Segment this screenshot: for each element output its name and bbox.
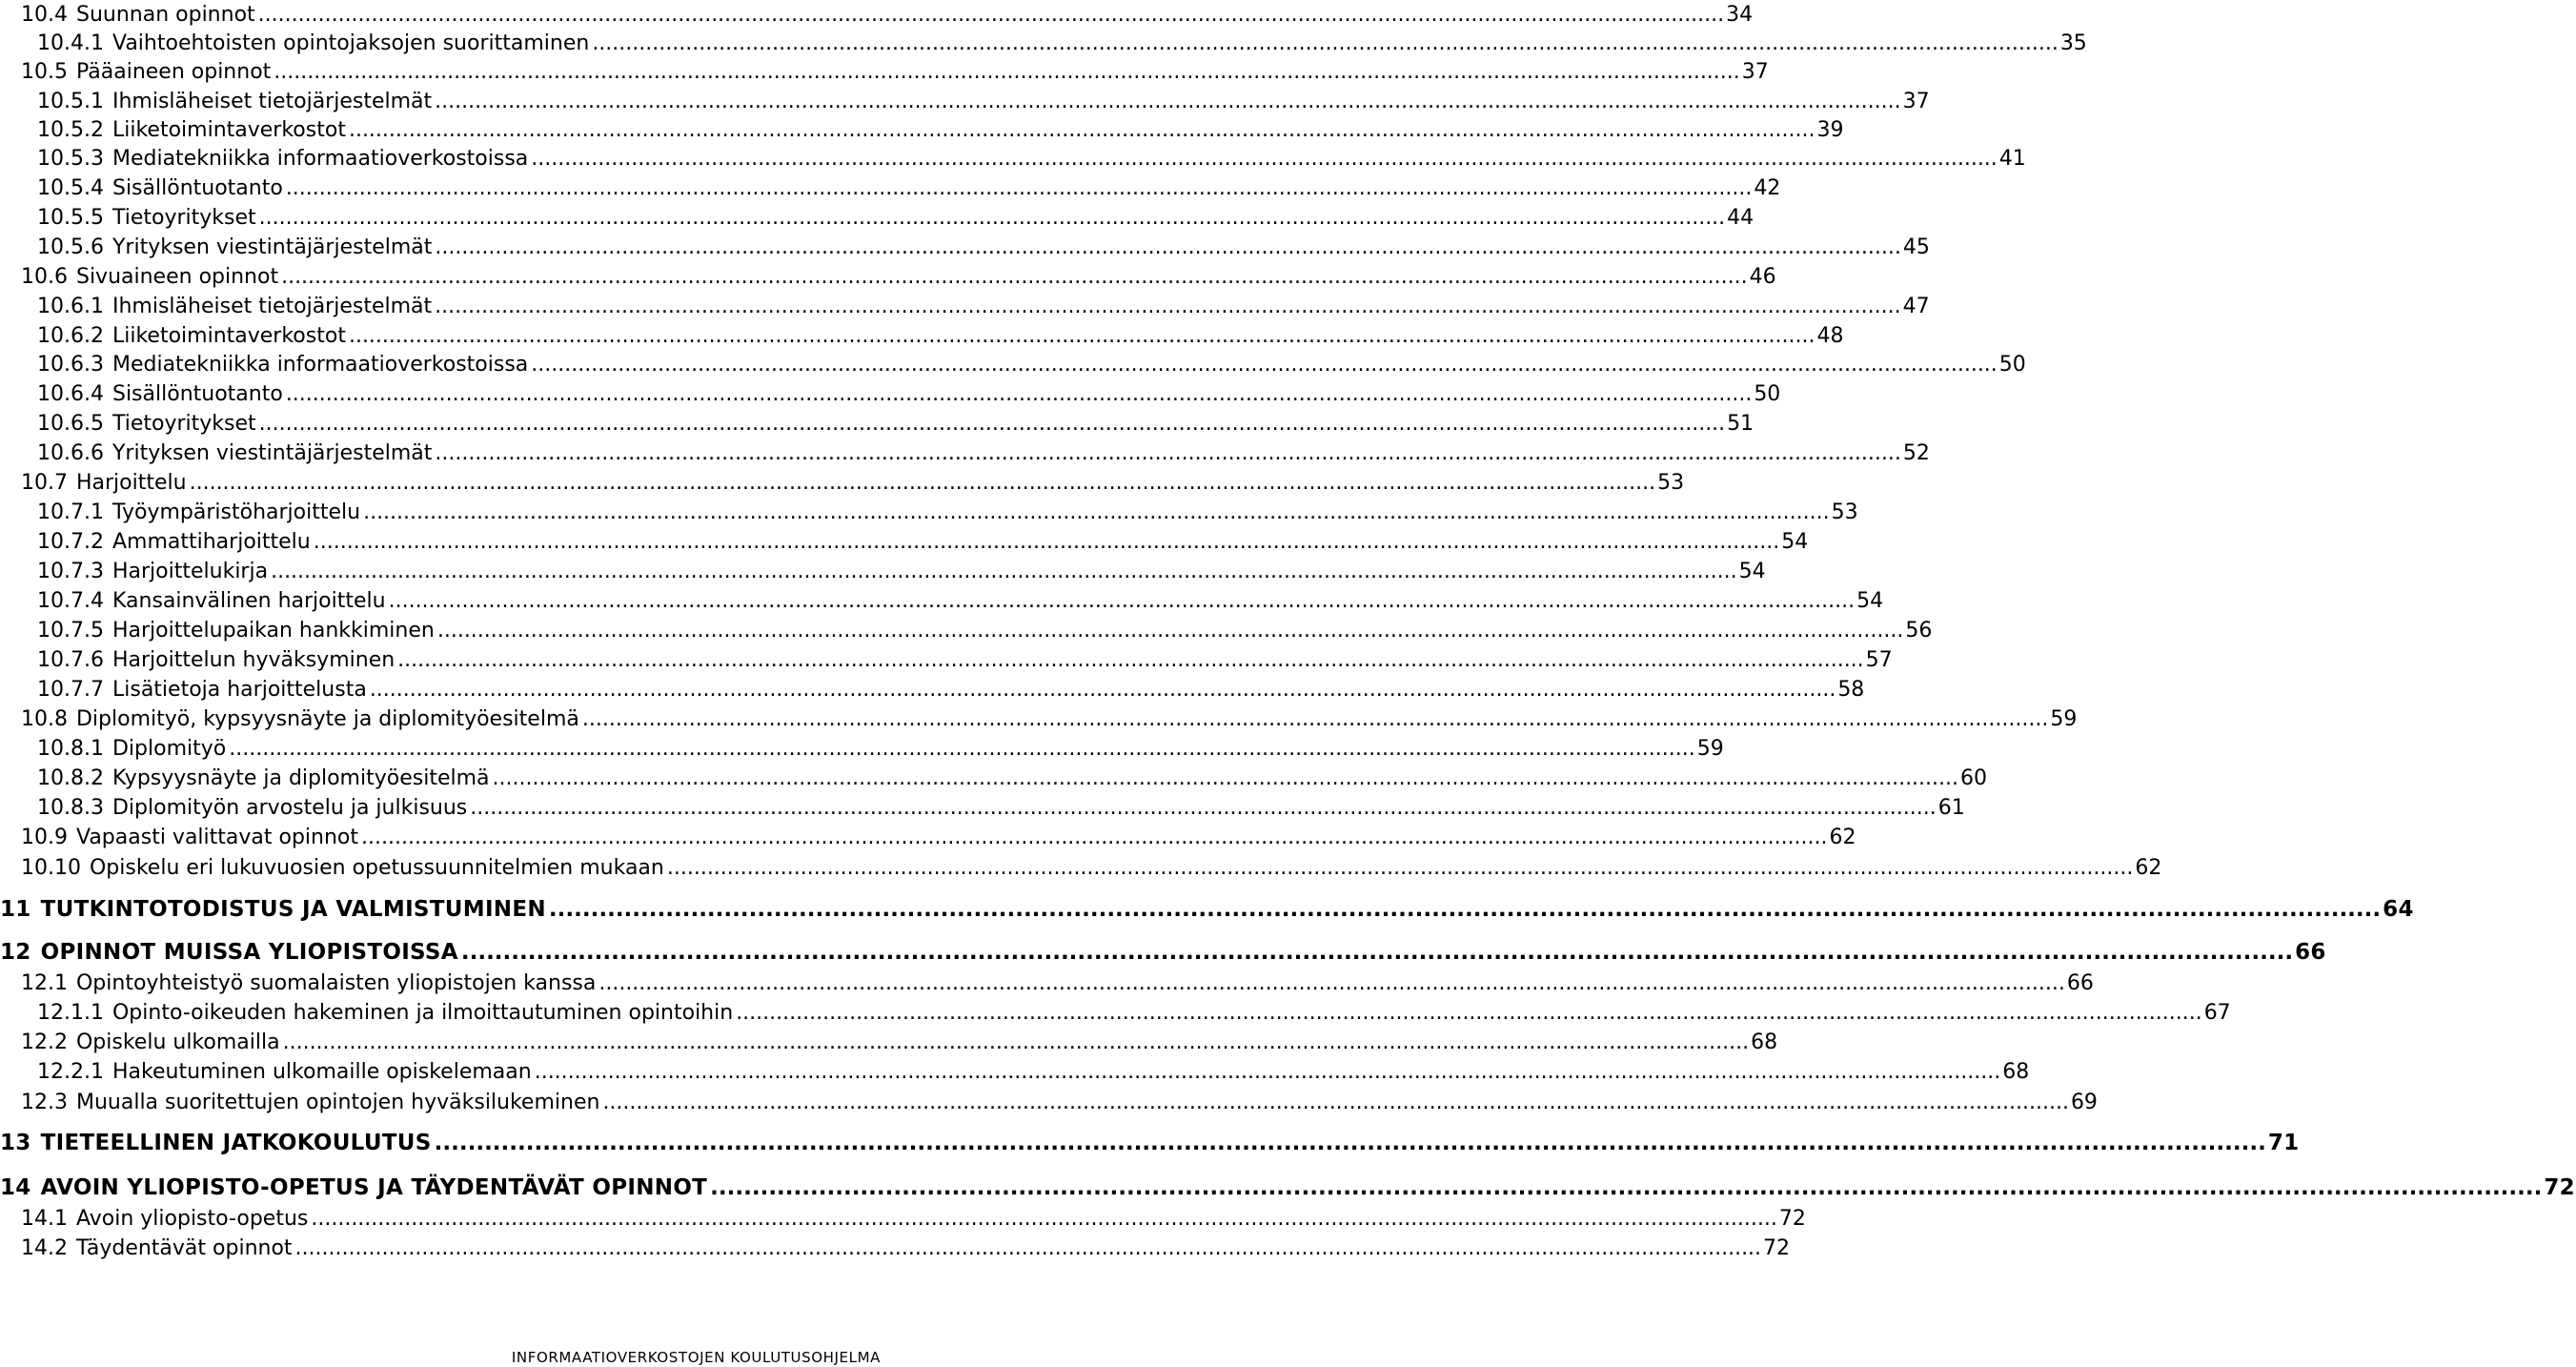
toc-entry-page-number: 59 bbox=[2050, 707, 2078, 731]
toc-entry-title: OPINNOT MUISSA YLIOPISTOISSA bbox=[40, 940, 458, 965]
toc-entry-title: Liiketoimintaverkostot bbox=[112, 118, 346, 142]
toc-dot-leader: ............................................................................................................................................................................................................................ bbox=[361, 826, 1828, 849]
toc-dot-leader: ............................................................................................................................................................................................................................ bbox=[282, 1030, 1750, 1054]
toc-entry-title: Yrityksen viestintäjärjestelmät bbox=[112, 441, 433, 465]
toc-dot-leader: ............................................................................................................................................................................................................................ bbox=[294, 1236, 1762, 1260]
toc-entry-number: 10.5.4 bbox=[37, 176, 104, 200]
toc-entry[interactable] bbox=[0, 173, 1781, 203]
toc-entry[interactable] bbox=[0, 793, 1965, 823]
toc-entry-number: 12.1 bbox=[21, 971, 68, 995]
toc-entry-title: Diplomityö, kypsyysnäyte ja diplomityöesitelmä bbox=[75, 707, 579, 731]
toc-dot-leader: ............................................................................................................................................................................................................................ bbox=[285, 382, 1753, 406]
toc-dot-leader: ............................................................................................................................................................................................................................ bbox=[363, 500, 1830, 524]
toc-entry-page-number: 71 bbox=[2267, 1131, 2300, 1155]
toc-entry-title: Pääaineen opinnot bbox=[75, 60, 272, 84]
toc-entry-page-number: 50 bbox=[1754, 382, 1781, 406]
toc-entry-page-number: 62 bbox=[1829, 826, 1856, 849]
toc-entry-number: 10.7.3 bbox=[37, 560, 104, 583]
toc-entry-title: Diplomityön arvostelu ja julkisuus bbox=[112, 796, 468, 820]
toc-entry-page-number: 56 bbox=[1905, 619, 1933, 643]
toc-entry-page-number: 37 bbox=[1741, 60, 1769, 84]
toc-entry-number: 10.5 bbox=[21, 60, 68, 84]
toc-entry-number: 10.4.1 bbox=[37, 31, 104, 55]
toc-entry-number: 10.10 bbox=[21, 856, 81, 880]
toc-entry[interactable] bbox=[0, 823, 1856, 852]
toc-entry-title: Sivuaineen opinnot bbox=[75, 265, 279, 289]
toc-entry[interactable] bbox=[0, 764, 1988, 793]
toc-dot-leader: ............................................................................................................................................................................................................................ bbox=[313, 530, 1780, 554]
toc-entry-title: TUTKINTOTODISTUS JA VALMISTUMINEN bbox=[40, 897, 546, 922]
toc-entry[interactable] bbox=[0, 1057, 2030, 1087]
toc-entry-number: 10.7.6 bbox=[37, 648, 104, 672]
toc-entry-number: 10.8 bbox=[21, 707, 68, 731]
toc-entry-page-number: 72 bbox=[1778, 1207, 1806, 1231]
toc-dot-leader: ............................................................................................................................................................................................................................ bbox=[534, 1060, 2001, 1084]
toc-entry-number: 10.5.1 bbox=[37, 90, 104, 113]
toc-entry-page-number: 35 bbox=[2059, 31, 2087, 55]
toc-dot-leader: ............................................................................................................................................................................................................................ bbox=[598, 971, 2065, 995]
toc-dot-leader: ............................................................................................................................................................................................................................ bbox=[348, 118, 1815, 142]
toc-entry-number: 10.8.3 bbox=[37, 796, 104, 820]
toc-entry-number: 12.2 bbox=[21, 1030, 68, 1054]
toc-entry-number: 12 bbox=[0, 940, 31, 965]
toc-entry-page-number: 47 bbox=[1902, 295, 1930, 318]
toc-entry-title: Kansainvälinen harjoittelu bbox=[112, 589, 386, 613]
toc-entry-number: 10.5.5 bbox=[37, 206, 104, 230]
toc-entry[interactable] bbox=[0, 734, 1724, 764]
toc-dot-leader: ............................................................................................................................................................................................................................ bbox=[369, 678, 1836, 702]
toc-entry-title: Sisällöntuotanto bbox=[112, 176, 283, 200]
toc-entry-title: Hakeutuminen ulkomaille opiskelemaan bbox=[112, 1060, 532, 1084]
toc-entry[interactable] bbox=[0, 87, 1930, 116]
toc-entry-number: 14.2 bbox=[21, 1236, 68, 1260]
page-footer: INFORMAATIOVERKOSTOJEN KOULUTUSOHJELMA bbox=[511, 1349, 881, 1366]
toc-entry-title: TIETEELLINEN JATKOKOULUTUS bbox=[40, 1131, 432, 1155]
toc-chapter-entry[interactable] bbox=[0, 1173, 2575, 1203]
toc-entry[interactable] bbox=[0, 292, 1930, 321]
toc-chapter-entry[interactable] bbox=[0, 1129, 2300, 1158]
toc-dot-leader: ............................................................................................................................................................................................................................ bbox=[602, 1091, 2069, 1114]
toc-entry-title: Harjoittelukirja bbox=[112, 560, 269, 583]
toc-entry-number: 11 bbox=[0, 897, 31, 922]
toc-entry-number: 10.4 bbox=[21, 3, 68, 27]
toc-entry[interactable] bbox=[0, 1234, 1791, 1263]
toc-entry[interactable] bbox=[0, 527, 1809, 557]
toc-entry[interactable] bbox=[0, 704, 2078, 734]
toc-entry-number: 12.3 bbox=[21, 1091, 68, 1114]
toc-entry-number: 12.1.1 bbox=[37, 1001, 104, 1025]
toc-entry-number: 10.5.2 bbox=[37, 118, 104, 142]
toc-entry[interactable] bbox=[0, 409, 1755, 439]
toc-entry[interactable] bbox=[0, 29, 2087, 58]
toc-entry-page-number: 69 bbox=[2070, 1091, 2098, 1114]
toc-entry-title: Työympäristöharjoittelu bbox=[112, 500, 361, 524]
toc-dot-leader: ............................................................................................................................................................................................................................ bbox=[435, 235, 1901, 259]
toc-entry-number: 14.1 bbox=[21, 1207, 68, 1231]
toc-chapter-entry[interactable] bbox=[0, 895, 2414, 925]
toc-entry-title: Harjoittelupaikan hankkiminen bbox=[112, 619, 435, 643]
toc-entry-page-number: 66 bbox=[2066, 971, 2094, 995]
toc-dot-leader: ............................................................................................................................................................................................................................ bbox=[348, 324, 1815, 348]
toc-entry-title: Ihmisläheiset tietojärjestelmät bbox=[112, 295, 433, 318]
toc-chapter-entry[interactable] bbox=[0, 938, 2326, 968]
toc-entry-number: 10.6.1 bbox=[37, 295, 104, 318]
toc-dot-leader: ............................................................................................................................................................................................................................ bbox=[460, 940, 2294, 965]
toc-dot-leader: ............................................................................................................................................................................................................................ bbox=[397, 648, 1864, 672]
toc-entry-page-number: 62 bbox=[2135, 856, 2162, 880]
toc-entry-number: 10.5.6 bbox=[37, 235, 104, 259]
toc-dot-leader: ............................................................................................................................................................................................................................ bbox=[710, 1175, 2543, 1200]
toc-entry[interactable] bbox=[0, 853, 2162, 883]
toc-entry-page-number: 46 bbox=[1749, 265, 1776, 289]
toc-entry-title: Ihmisläheiset tietojärjestelmät bbox=[112, 90, 433, 113]
toc-dot-leader: ............................................................................................................................................................................................................................ bbox=[548, 897, 2382, 922]
toc-dot-leader: ............................................................................................................................................................................................................................ bbox=[436, 619, 1904, 643]
toc-entry-page-number: 54 bbox=[1738, 560, 1766, 583]
toc-entry-page-number: 45 bbox=[1902, 235, 1930, 259]
toc-entry-number: 10.7.5 bbox=[37, 619, 104, 643]
toc-entry-page-number: 52 bbox=[1902, 441, 1930, 465]
toc-entry[interactable] bbox=[0, 645, 1893, 675]
toc-entry-title: Suunnan opinnot bbox=[75, 3, 255, 27]
toc-entry[interactable] bbox=[0, 350, 2026, 379]
toc-entry-title: Kypsyysnäyte ja diplomityöesitelmä bbox=[112, 766, 490, 790]
toc-entry-number: 10.6.4 bbox=[37, 382, 104, 406]
toc-entry-page-number: 53 bbox=[1831, 500, 1858, 524]
toc-entry-number: 10.6.3 bbox=[37, 353, 104, 377]
toc-dot-leader: ............................................................................................................................................................................................................................ bbox=[435, 90, 1901, 113]
toc-entry-title: Opiskelu ulkomailla bbox=[75, 1030, 280, 1054]
toc-entry-page-number: 72 bbox=[1763, 1236, 1791, 1260]
toc-dot-leader: ............................................................................................................................................................................................................................ bbox=[388, 589, 1856, 613]
toc-entry-title: Opinto-oikeuden hakeminen ja ilmoittautuminen opintoihin bbox=[112, 1001, 734, 1025]
toc-entry[interactable] bbox=[0, 557, 1766, 586]
toc-entry-page-number: 34 bbox=[1726, 3, 1754, 27]
toc-entry-page-number: 60 bbox=[1960, 766, 1988, 790]
toc-entry-number: 10.6.5 bbox=[37, 412, 104, 436]
toc-entry-page-number: 61 bbox=[1937, 796, 1965, 820]
toc-dot-leader: ............................................................................................................................................................................................................................ bbox=[285, 176, 1753, 200]
toc-entry-title: Tietoyritykset bbox=[112, 206, 256, 230]
toc-entry-page-number: 41 bbox=[1998, 147, 2026, 171]
toc-entry-page-number: 37 bbox=[1902, 90, 1930, 113]
toc-entry-page-number: 42 bbox=[1754, 176, 1781, 200]
toc-dot-leader: ............................................................................................................................................................................................................................ bbox=[258, 412, 1726, 436]
toc-entry-title: Yrityksen viestintäjärjestelmät bbox=[112, 235, 433, 259]
toc-entry[interactable] bbox=[0, 115, 1844, 145]
toc-entry-page-number: 64 bbox=[2383, 897, 2414, 922]
toc-entry-number: 10.7.2 bbox=[37, 530, 104, 554]
toc-dot-leader: ............................................................................................................................................................................................................................ bbox=[435, 295, 1901, 318]
toc-dot-leader: ............................................................................................................................................................................................................................ bbox=[666, 856, 2134, 880]
toc-entry[interactable] bbox=[0, 144, 2026, 173]
toc-entry-page-number: 68 bbox=[1751, 1030, 1778, 1054]
toc-entry-page-number: 54 bbox=[1856, 589, 1884, 613]
toc-entry-page-number: 53 bbox=[1657, 471, 1685, 495]
toc-entry[interactable] bbox=[0, 233, 1930, 262]
toc-dot-leader: ............................................................................................................................................................................................................................ bbox=[258, 206, 1726, 230]
toc-entry-number: 10.7.7 bbox=[37, 678, 104, 702]
toc-entry-title: Muualla suoritettujen opintojen hyväksilukeminen bbox=[75, 1091, 600, 1114]
toc-entry-title: Vapaasti valittavat opinnot bbox=[75, 826, 359, 849]
toc-dot-leader: ............................................................................................................................................................................................................................ bbox=[581, 707, 2049, 731]
toc-entry-number: 12.2.1 bbox=[37, 1060, 104, 1084]
toc-entry-page-number: 48 bbox=[1816, 324, 1844, 348]
toc-entry-title: Avoin yliopisto-opetus bbox=[75, 1207, 309, 1231]
toc-entry-title: Harjoittelun hyväksyminen bbox=[112, 648, 396, 672]
toc-entry[interactable] bbox=[0, 0, 1754, 30]
toc-entry-title: Opintoyhteistyö suomalaisten yliopistojen kanssa bbox=[75, 971, 597, 995]
toc-entry-page-number: 58 bbox=[1837, 678, 1865, 702]
toc-entry[interactable] bbox=[0, 262, 1776, 292]
toc-dot-leader: ............................................................................................................................................................................................................................ bbox=[736, 1001, 2202, 1025]
toc-entry-title: Mediatekniikka informaatioverkostoissa bbox=[112, 147, 529, 171]
toc-dot-leader: ............................................................................................................................................................................................................................ bbox=[531, 147, 1998, 171]
toc-entry-page-number: 54 bbox=[1781, 530, 1809, 554]
toc-entry-page-number: 72 bbox=[2544, 1175, 2575, 1200]
toc-dot-leader: ............................................................................................................................................................................................................................ bbox=[281, 265, 1748, 289]
toc-dot-leader: ............................................................................................................................................................................................................................ bbox=[274, 60, 1740, 84]
toc-entry[interactable] bbox=[0, 1204, 1806, 1234]
toc-entry-title: Opiskelu eri lukuvuosien opetussuunnitelmien mukaan bbox=[89, 856, 664, 880]
toc-dot-leader: ............................................................................................................................................................................................................................ bbox=[311, 1207, 1777, 1231]
toc-entry-title: Täydentävät opinnot bbox=[75, 1236, 293, 1260]
toc-entry-number: 10.7.4 bbox=[37, 589, 104, 613]
toc-entry[interactable] bbox=[0, 321, 1844, 351]
toc-entry-page-number: 44 bbox=[1727, 206, 1755, 230]
toc-entry[interactable] bbox=[0, 203, 1755, 233]
toc-entry[interactable] bbox=[0, 675, 1865, 704]
toc-entry-title: Harjoittelu bbox=[75, 471, 187, 495]
toc-entry-number: 10.5.3 bbox=[37, 147, 104, 171]
toc-entry-page-number: 57 bbox=[1865, 648, 1893, 672]
toc-entry-number: 10.6.2 bbox=[37, 324, 104, 348]
toc-entry-title: Diplomityö bbox=[112, 737, 227, 761]
toc-dot-leader: ............................................................................................................................................................................................................................ bbox=[470, 796, 1937, 820]
toc-entry-page-number: 50 bbox=[1998, 353, 2026, 377]
toc-entry[interactable] bbox=[0, 439, 1930, 468]
toc-entry-title: AVOIN YLIOPISTO-OPETUS JA TÄYDENTÄVÄT OPINNOT bbox=[40, 1175, 708, 1200]
toc-dot-leader: ............................................................................................................................................................................................................................ bbox=[271, 560, 1737, 583]
toc-entry[interactable] bbox=[0, 1088, 2098, 1117]
toc-entry[interactable] bbox=[0, 379, 1781, 409]
toc-entry-page-number: 67 bbox=[2203, 1001, 2231, 1025]
toc-entry-number: 14 bbox=[0, 1175, 31, 1200]
toc-entry-page-number: 66 bbox=[2295, 940, 2326, 965]
toc-entry-number: 10.7 bbox=[21, 471, 68, 495]
toc-entry-number: 10.6.6 bbox=[37, 441, 104, 465]
toc-entry[interactable] bbox=[0, 1028, 1778, 1057]
toc-dot-leader: ............................................................................................................................................................................................................................ bbox=[531, 353, 1998, 377]
toc-entry-page-number: 39 bbox=[1816, 118, 1844, 142]
toc-dot-leader: ............................................................................................................................................................................................................................ bbox=[435, 441, 1901, 465]
toc-entry-page-number: 68 bbox=[2002, 1060, 2030, 1084]
toc-entry[interactable] bbox=[0, 57, 1769, 87]
toc-entry[interactable] bbox=[0, 969, 2094, 998]
toc-entry[interactable] bbox=[0, 498, 1858, 527]
toc-entry-number: 13 bbox=[0, 1131, 31, 1155]
toc-entry-number: 10.8.2 bbox=[37, 766, 104, 790]
toc-entry-number: 10.8.1 bbox=[37, 737, 104, 761]
toc-entry-title: Liiketoimintaverkostot bbox=[112, 324, 346, 348]
toc-entry-number: 10.9 bbox=[21, 826, 68, 849]
toc-entry-title: Tietoyritykset bbox=[112, 412, 256, 436]
toc-dot-leader: ............................................................................................................................................................................................................................ bbox=[492, 766, 1959, 790]
toc-entry[interactable] bbox=[0, 998, 2231, 1028]
toc-entry-number: 10.7.1 bbox=[37, 500, 104, 524]
toc-dot-leader: ............................................................................................................................................................................................................................ bbox=[434, 1131, 2266, 1155]
toc-entry-number: 10.6 bbox=[21, 265, 68, 289]
toc-entry-title: Lisätietoja harjoittelusta bbox=[112, 678, 367, 702]
toc-entry[interactable] bbox=[0, 586, 1884, 616]
toc-entry[interactable] bbox=[0, 468, 1685, 498]
toc-dot-leader: ............................................................................................................................................................................................................................ bbox=[189, 471, 1656, 495]
toc-entry-title: Mediatekniikka informaatioverkostoissa bbox=[112, 353, 529, 377]
toc-entry-title: Sisällöntuotanto bbox=[112, 382, 283, 406]
toc-entry-title: Vaihtoehtoisten opintojaksojen suorittaminen bbox=[112, 31, 590, 55]
toc-dot-leader: ............................................................................................................................................................................................................................ bbox=[592, 31, 2059, 55]
toc-entry[interactable] bbox=[0, 616, 1933, 645]
toc-entry-page-number: 51 bbox=[1727, 412, 1755, 436]
toc-dot-leader: ............................................................................................................................................................................................................................ bbox=[229, 737, 1695, 761]
toc-dot-leader: ............................................................................................................................................................................................................................ bbox=[257, 3, 1725, 27]
toc-entry-title: Ammattiharjoittelu bbox=[112, 530, 311, 554]
toc-entry-page-number: 59 bbox=[1696, 737, 1724, 761]
